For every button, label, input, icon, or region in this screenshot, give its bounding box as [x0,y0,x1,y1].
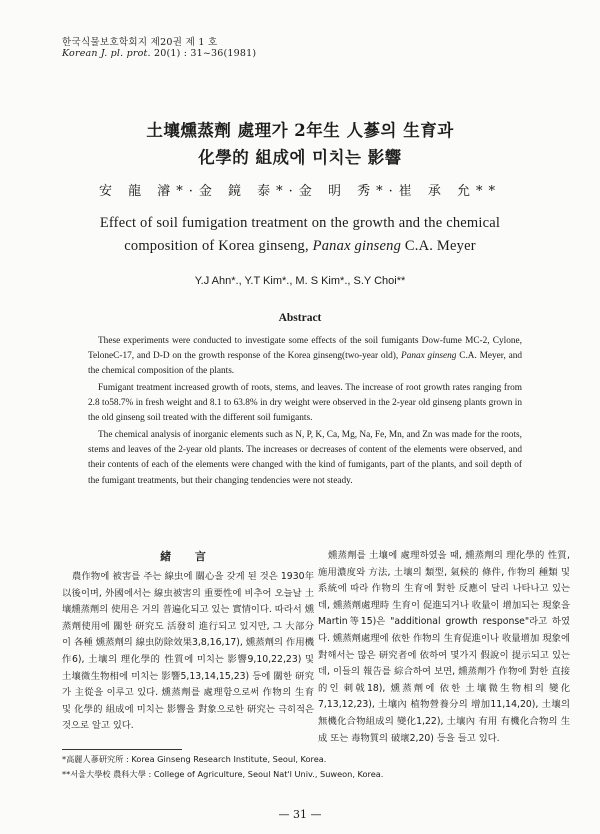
abstract-p1-species: Panax ginseng [401,351,457,362]
abstract-paragraph-3 [88,428,522,489]
journal-korean-header: 한국식물보호학회지 제20권 제 1 호 [62,37,218,48]
footnote-divider [62,749,182,750]
body-column-right [318,548,570,747]
footnote-1: *高麗人蔘研究所 : Korea Ginseng Research Institute, Seoul, Korea. [62,754,327,764]
journal-english-header [62,48,256,59]
page-number: — 31 — [278,808,322,821]
journal-volume-pages: 20(1) : 31~36(1981) [150,48,257,59]
abstract-p3-text: The chemical analysis of inorganic elements such as N, P, K, Ca, Mg, Na, Fe, Mn, and Zn was made for the roots, stems and leaves of the 2-year old plants. The increases or decreases of content of the elements were observed, and their contents of each of the elements were changed with the kind of fumigants, part of the plants, and soil depth of the fumigant treatments, but their changing tendencies were not steady. [88,430,522,486]
english-title-suffix: C.A. Meyer [401,238,476,254]
english-title-line-2 [0,238,600,255]
journal-english-name: Korean J. pl. prot. [62,48,151,59]
abstract-paragraph-2 [88,381,522,427]
english-title-species: Panax ginseng [312,238,402,254]
section-heading-introduction: 緒 言 [160,550,216,563]
abstract-p1-text-a: These experiments were conducted to investigate some effects of the soil fumigants Dow-fume MC-2, Cylone, TeloneC-17, and D-D on the growth response of the Korea ginseng(two-year old), [88,336,522,362]
abstract-paragraph-1 [88,334,522,380]
footnote-2: **서울大學校 農科大學 : College of Agriculture, Seoul Nat'l Univ., Suweon, Korea. [62,769,384,779]
korean-authors: 安 龍 濬*·金 鏡 泰*·金 明 秀*·崔 承 允** [99,184,501,199]
body-column-left [62,569,314,735]
english-title-prefix: composition of Korea ginseng, [124,238,313,254]
body-right-paragraph: 燻蒸劑를 土壤에 處理하였을 때, 燻蒸劑의 理化學的 性質, 施用濃度와 方法, 土壤의 類型, 氣候的 條件, 作物의 種類 및 系統에 따라 作物의 生育에 對한 反應이 달리 나타나고 있는데, 燻蒸劑處理時 生育이 促進되거나 收量이 增加되는 現象을 Martin等15)은 "additional growth response"라고 하였다. 燻蒸劑處理에 依한 作物의 生育促進이나 收量增加 現象에 對해서는 많은 研究者에 依하여 몇가지 假說이 提示되고 있는데, 이들의 報告를 綜合하여 보면, 燻蒸劑가 作物에 對한 直接的인 刺戟18), 燻蒸劑에 依한 土壤微生物相의 變化7,13,12,23), 土壤內 植物營養分의 增加11,14,20), 土壤의 無機化合物組成의 變化1,22), 土壤內 有用 有機化合物의 生成 또는 毒物質의 破壞2,20) 등을 들고 있다. [318,550,570,744]
abstract-p1-text-b: C.A. Meyer, and the chemical composition of the plants. [88,351,522,377]
korean-title-line-1: 土壤燻蒸劑 處理가 2年生 人蔘의 生育과 [146,121,454,140]
body-left-paragraph: 農作物에 被害를 주는 線虫에 關心을 갖게 된 것은 1930年 以後이며, 外國에서는 線虫被害의 重要性에 비추어 오늘날 土壤燻蒸劑의 使用은 거의 普遍化되고 있는 實情이다. 따라서 燻蒸劑使用에 關한 研究도 活發히 進行되고 있지만, 그 大部分이 各種 燻蒸劑의 線虫防除效果3,8,16,17), 燻蒸劑의 作用機作6), 土壤의 理化學的 性質에 미치는 影響9,10,22,23) 및 土壤微生物相에 미치는 影響5,13,14,15,23) 등에 關한 研究가 主從을 이루고 있다. 燻蒸劑를 處理함으로써 作物의 生育 및 化學的 組成에 미치는 影響을 對象으로한 研究는 극히적은 것으로 알고 있다. [62,571,314,732]
abstract-p2-text: Fumigant treatment increased growth of roots, stems, and leaves. The increase of root growth rates ranging from 2.8 to58.7% in fresh weight and 8.1 to 63.8% in dry weight were observed in the 2-year old ginseng plants grown in the old ginseng soil treated with the different soil fumigants. [88,383,522,424]
english-authors: Y.J Ahn*., Y.T Kim*., M. S Kim*., S.Y Choi** [194,275,406,287]
abstract-heading: Abstract [278,312,322,324]
english-title-line-1: Effect of soil fumigation treatment on the growth and the chemical [99,215,501,231]
korean-title-line-2: 化學的 組成에 미치는 影響 [198,148,402,167]
